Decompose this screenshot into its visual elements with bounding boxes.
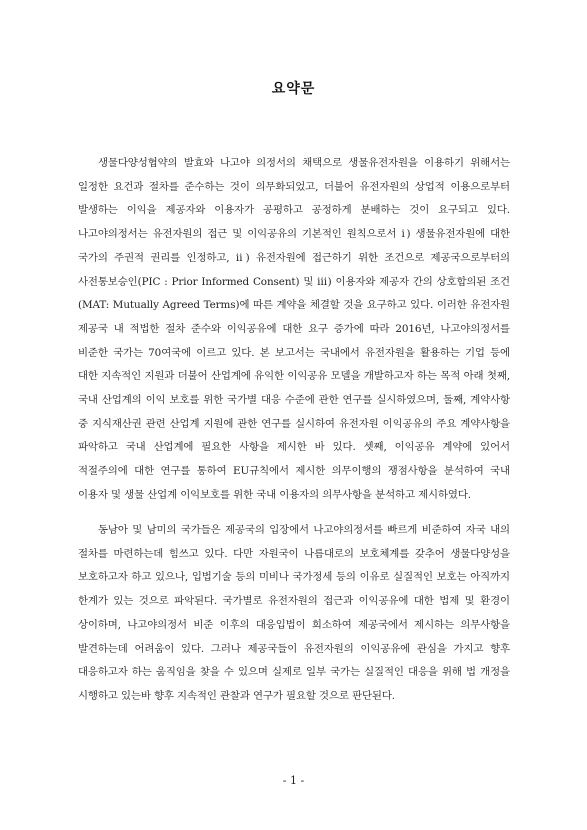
paragraph-text: 동남아 및 남미의 국가들은 제공국의 입장에서 나고야의정서를 빠르게 비준하여 자국 내의 절차를 마련하는데 힘쓰고 있다. 다만 자원국이 나름대로의 보호체계를 갖추어 생물다양성을 보호하고자 하고 있으나, 입법기술 등의 미비나 국가정세 등의 이유로 실질적인 보호는 아직까지 한계가 있는 것으로 파악된다. 국가별로 유전자원의 접근과 이익공유에 대한 법제 및 환경이 상이하며, 나고야의정서 비준 이후의 대응입법이 희소하여 제공국에서 제시하는 의무사항을 발견하는데 어려움이 있다. 그러나 제공국들이 유전자원의 이익공유에 관심을 가지고 향후 대응하고자 하는 움직임을 찾을 수 있으며 실제로 일부 국가는 실질적인 대응을 위해 법 개정을 시행하고 있는바 향후 지속적인 관찰과 연구가 필요할 것으로 판단된다. <box>78 524 510 702</box>
page-number: - 1 - <box>282 774 305 787</box>
summary-paragraph-2 <box>78 519 510 709</box>
paragraph-text: 생물다양성협약의 발효와 나고야 의정서의 채택으로 생물유전자원을 이용하기 위해서는 일정한 요건과 절차를 준수하는 것이 의무화되었고, 더불어 유전자원의 상업적 이용으로부터 발생하는 이익을 제공자와 이용자가 공평하고 공정하게 분배하는 것이 요구되고 있다. 나고야의정서는 유전자원의 접근 및 이익공유의 기본적인 원칙으로서 ⅰ) 생물유전자원에 대한 국가의 주권적 권리를 인정하고, ⅱ) 유전자원에 접근하기 위한 조건으로 제공국으로부터의 사전통보승인(PIC : Prior Informed Consent) 및 ⅲ) 이용자와 제공자 간의 상호합의된 조건(MAT: Mutually Agreed Terms)에 따른 계약을 체결할 것을 요구하고 있다. 이러한 유전자원 제공국 내 적법한 절차 준수와 이익공유에 대한 요구 증가에 따라 2016년, 나고야의정서를 비준한 국가는 70여국에 이르고 있다. 본 보고서는 국내에서 유전자원을 활용하는 기업 등에 대한 지속적인 지원과 더불어 산업계에 유익한 이익공유 모델을 개발하고자 하는 목적 아래 첫째, 국내 산업계의 이익 보호를 위한 국가별 대응 수준에 관한 연구를 실시하였으며, 둘째, 계약사항 중 지식재산권 관련 산업계 지원에 관한 연구를 실시하여 유전자원 이익공유의 주요 계약사항을 파악하고 국내 산업계에 필요한 사항을 제시한 바 있다. 셋째, 이익공유 계약에 있어서 적절주의에 대한 연구를 통하여 EU규칙에서 제시한 의무이행의 쟁점사항을 분석하여 국내 이용자 및 생물 산업계 이익보호를 위한 국내 이용자의 의무사항을 분석하고 제시하였다. <box>78 157 510 501</box>
summary-paragraph-1 <box>78 152 510 508</box>
page-title: 요약문 <box>271 81 316 97</box>
